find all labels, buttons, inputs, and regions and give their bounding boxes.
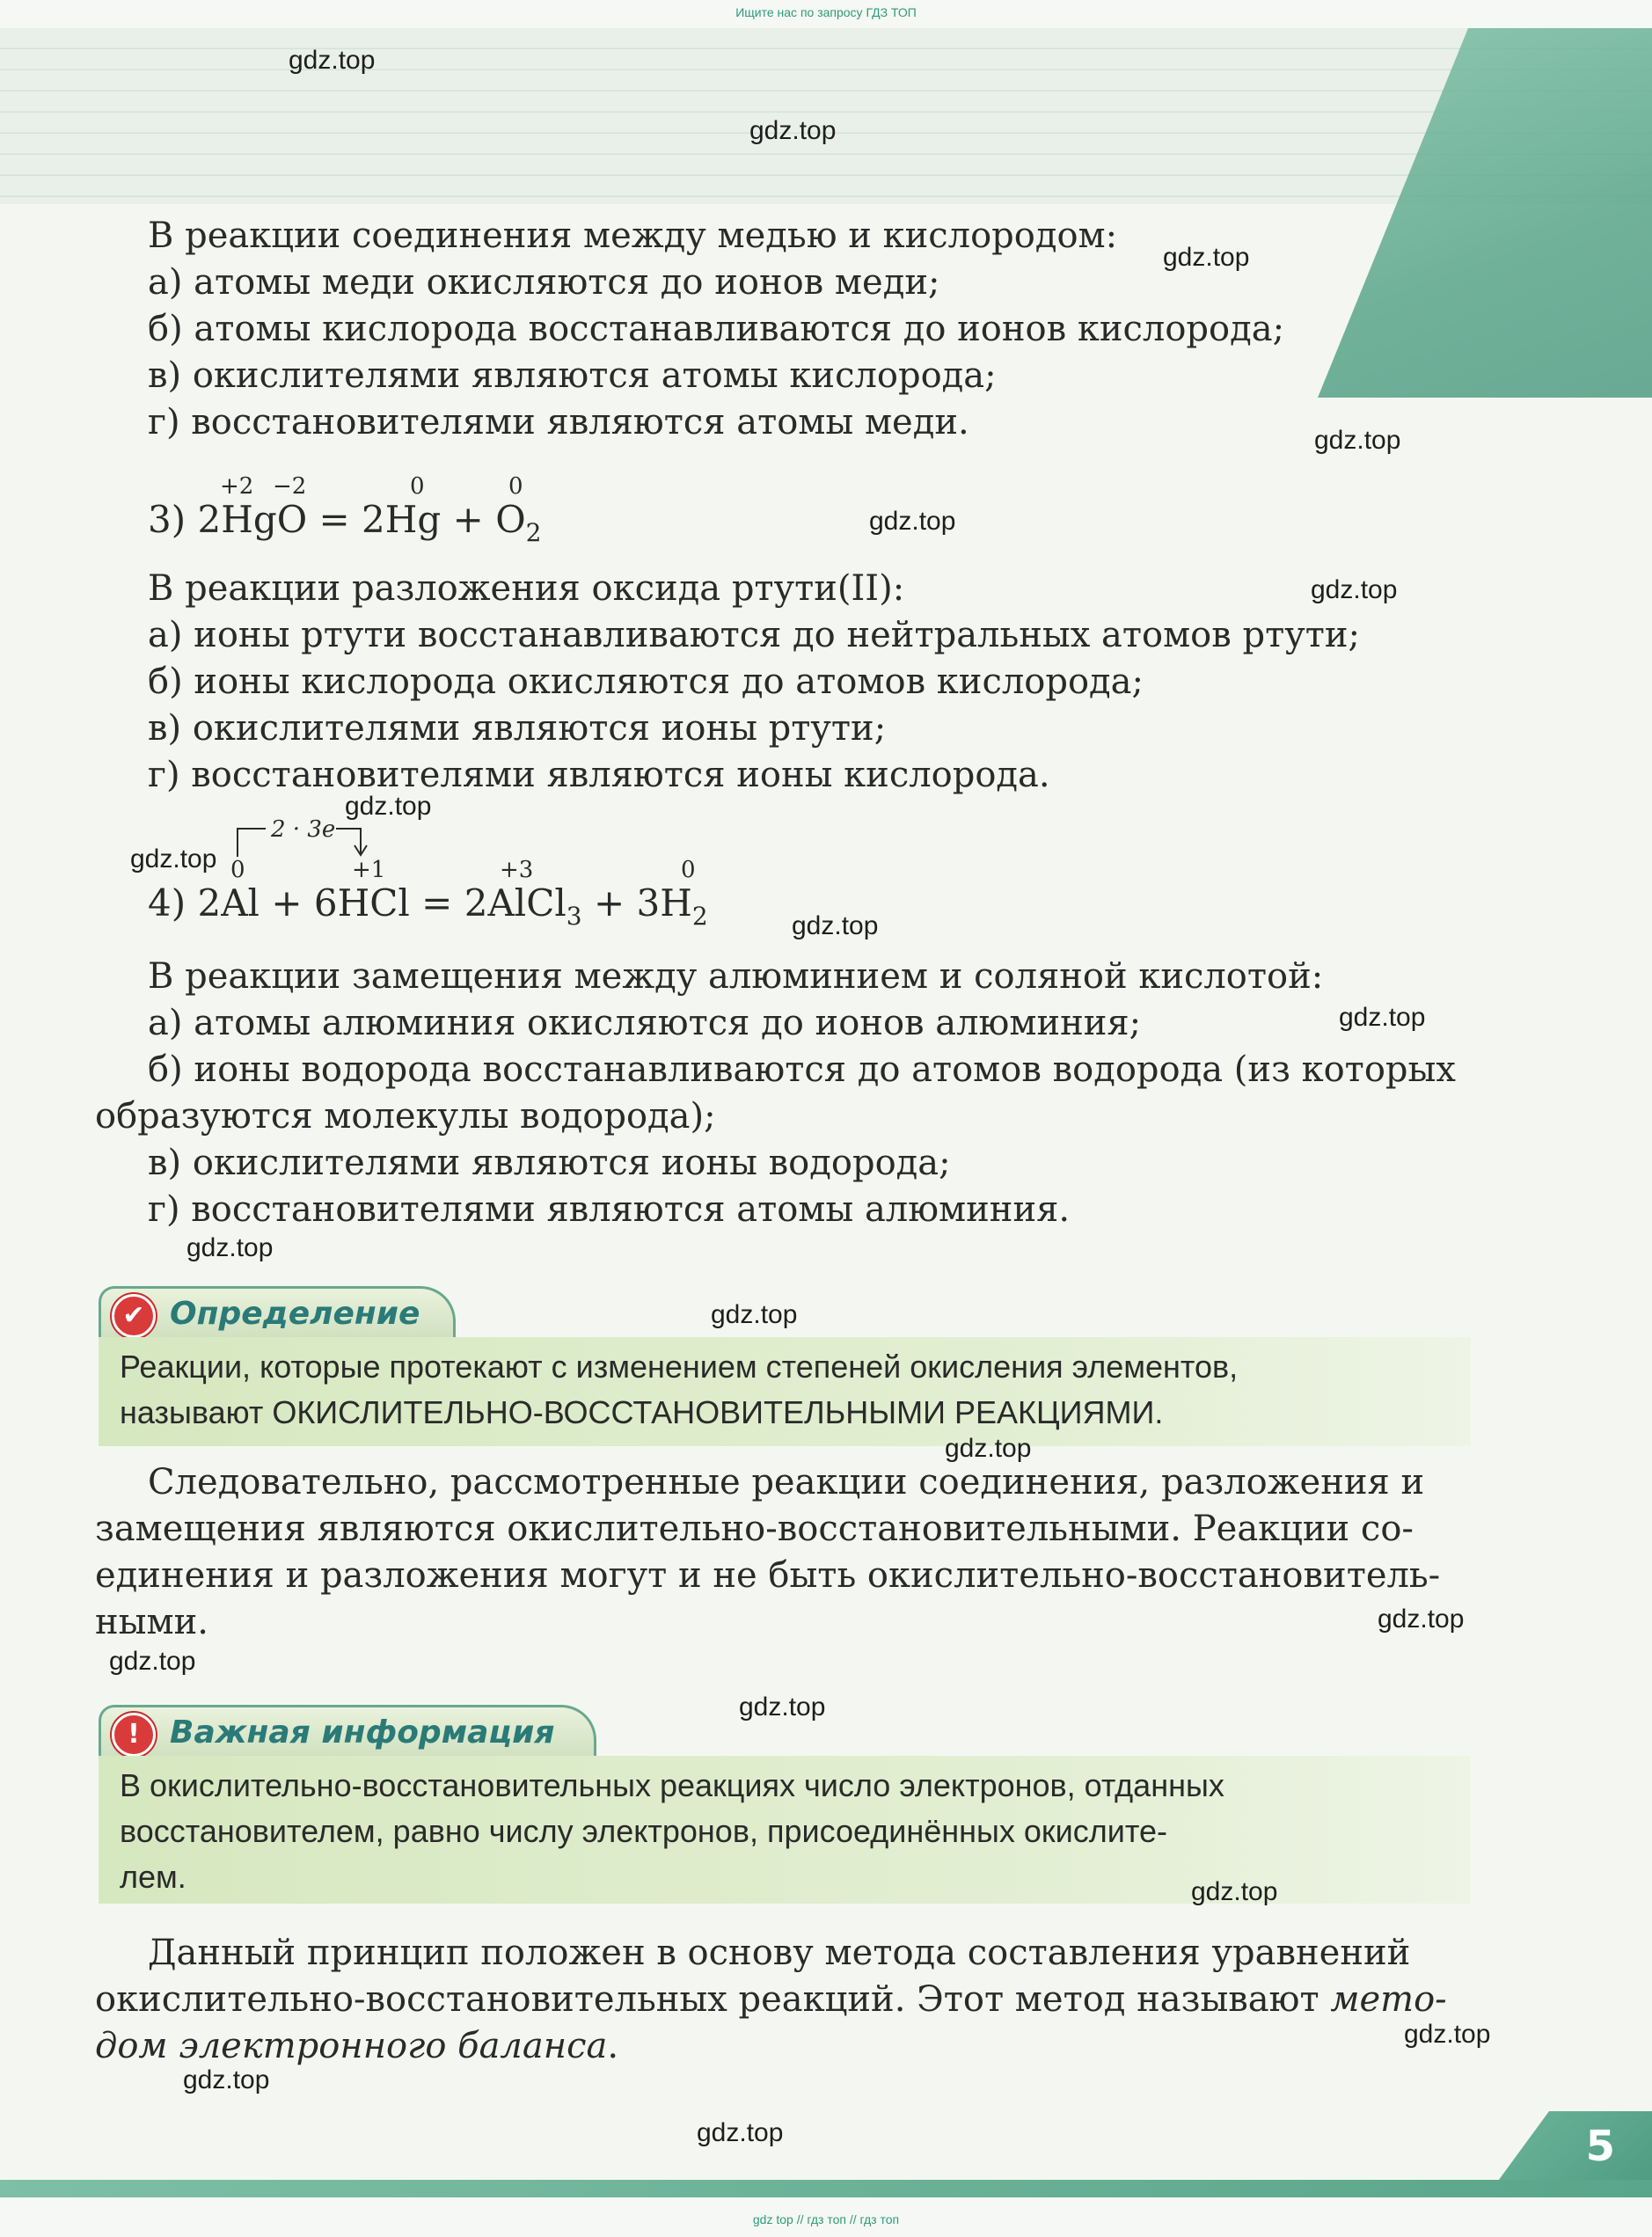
ox-state-al-plus3: +3 [500, 857, 534, 883]
watermark: gdz.top [186, 1233, 274, 1262]
watermark: gdz.top [1314, 426, 1401, 455]
paragraph1-line-4: ными. [95, 1602, 208, 1642]
watermark: gdz.top [345, 792, 432, 821]
paragraph2-line-3: дом электронного баланса. [95, 2026, 619, 2066]
definition-line-2: называют ОКИСЛИТЕЛЬНО-ВОССТАНОВИТЕЛЬНЫМИ РЕАКЦИЯМИ. [120, 1394, 1164, 1430]
watermark: gdz.top [130, 844, 217, 874]
important-line-2: восстановителем, равно числу электронов, присоединённых окислите- [120, 1813, 1167, 1849]
checkmark-icon: ✔ [112, 1294, 156, 1338]
equation-3-middle: = 2Hg + [318, 498, 484, 541]
bottom-caption: gdz top // гдз топ // гдз топ [752, 2212, 900, 2226]
reaction3-item-c: в) окислителями являются ионы ртути; [148, 708, 887, 749]
ox-state-hg-0: 0 [410, 473, 425, 500]
reaction2-item-b: б) атомы кислорода восстанавливаются до ионов кислорода; [148, 309, 1285, 349]
reaction4-item-b-cont: образуются молекулы водорода); [95, 1096, 716, 1137]
watermark: gdz.top [945, 1434, 1032, 1463]
important-info-title: Важная информация [170, 1714, 555, 1751]
ox-state-h-plus1: +1 [352, 857, 386, 883]
equation-3-hgo: 2HgO [197, 498, 308, 541]
exclamation-icon: ! [112, 1713, 156, 1757]
ox-state-h2-0: 0 [681, 857, 696, 883]
top-caption: Ищите нас по запросу ГДЗ ТОП [735, 5, 917, 19]
watermark: gdz.top [697, 2118, 784, 2147]
equation-4-al: 2Al [197, 881, 259, 925]
definition-line-1: Реакции, которые протекают с изменением степеней окисления элементов, [120, 1349, 1239, 1385]
reaction3-item-b: б) ионы кислорода окисляются до атомов кислорода; [148, 662, 1144, 702]
reaction2-item-d: г) восстановителями являются атомы меди. [148, 402, 969, 442]
paragraph2-term: дом электронного баланса [95, 2026, 608, 2066]
watermark: gdz.top [1339, 1003, 1426, 1032]
equation-4-alcl3: 2AlCl$_3$ [464, 881, 582, 931]
bottom-decorative-bar [0, 2180, 1652, 2197]
reaction2-intro: В реакции соединения между медью и кислородом: [148, 216, 1118, 256]
page-number: 5 [1585, 2122, 1615, 2171]
equation-4-number: 4) [148, 881, 186, 925]
watermark: gdz.top [1404, 2020, 1491, 2049]
reaction3-intro: В реакции разложения оксида ртути(II): [148, 568, 905, 609]
reaction3-item-a: а) ионы ртути восстанавливаются до нейтральных атомов ртути; [148, 615, 1361, 655]
equation-4-equals: = [421, 881, 453, 925]
equation-4-plus-2: + [593, 881, 625, 925]
equation-4-h2: $3H_2$ [636, 881, 708, 931]
watermark: gdz.top [739, 1692, 826, 1722]
equation-4-hcl: 6HCl [313, 881, 410, 925]
ox-state-o-minus2: −2 [273, 473, 307, 500]
equation-3 [148, 498, 541, 555]
watermark: gdz.top [109, 1647, 196, 1676]
equation-4 [148, 881, 708, 939]
watermark: gdz.top [1311, 575, 1398, 604]
definition-title: Определение [170, 1296, 420, 1332]
reaction3-item-d: г) восстановителями являются ионы кислорода. [148, 755, 1050, 795]
definition-box [99, 1337, 1471, 1446]
reaction4-item-d: г) восстановителями являются атомы алюминия. [148, 1189, 1071, 1230]
ox-state-hg-plus2: +2 [220, 473, 254, 500]
watermark: gdz.top [183, 2065, 270, 2094]
watermark: gdz.top [749, 116, 837, 145]
paragraph2-line-1: Данный принцип положен в основу метода составления уравнений [148, 1933, 1411, 1973]
reaction4-item-a: а) атомы алюминия окисляются до ионов алюминия; [148, 1003, 1142, 1043]
watermark: gdz.top [1191, 1877, 1278, 1906]
watermark: gdz.top [1378, 1605, 1465, 1634]
important-info-tab [99, 1705, 596, 1758]
watermark: gdz.top [289, 46, 376, 75]
definition-tab [99, 1286, 456, 1340]
paragraph1-line-1: Следовательно, рассмотренные реакции соединения, разложения и [148, 1462, 1425, 1502]
paragraph1-line-3: единения и разложения могут и не быть окислительно-восстановитель- [95, 1555, 1441, 1596]
watermark: gdz.top [869, 507, 956, 536]
equation-3-o2: $O_2$ [495, 498, 542, 547]
watermark: gdz.top [792, 911, 879, 940]
reaction4-item-c: в) окислителями являются ионы водорода; [148, 1143, 951, 1183]
reaction2-item-c: в) окислителями являются атомы кислорода; [148, 355, 997, 396]
electron-transfer-label: 2 · 3e [271, 816, 336, 843]
reaction4-intro: В реакции замещения между алюминием и соляной кислотой: [148, 956, 1324, 997]
equation-3-number: 3) [148, 498, 186, 541]
watermark: gdz.top [711, 1300, 798, 1329]
paragraph1-line-2: замещения являются окислительно-восстановительными. Реакции со- [95, 1509, 1414, 1549]
paragraph2-line-2: окислительно-восстановительных реакций. Этот метод называют мето- [95, 1979, 1447, 2020]
equation-4-plus: + [271, 881, 303, 925]
important-line-1: В окислительно-восстановительных реакциях число электронов, отданных [120, 1767, 1224, 1803]
ox-state-o2-0: 0 [508, 473, 523, 500]
watermark: gdz.top [1163, 243, 1250, 272]
important-line-3: лем. [120, 1859, 186, 1895]
reaction2-item-a: а) атомы меди окисляются до ионов меди; [148, 262, 940, 303]
paragraph2-term-start: мето- [1330, 1979, 1447, 2020]
reaction4-item-b: б) ионы водорода восстанавливаются до атомов водорода (из которых [148, 1049, 1456, 1090]
ox-state-al-0: 0 [230, 857, 245, 883]
